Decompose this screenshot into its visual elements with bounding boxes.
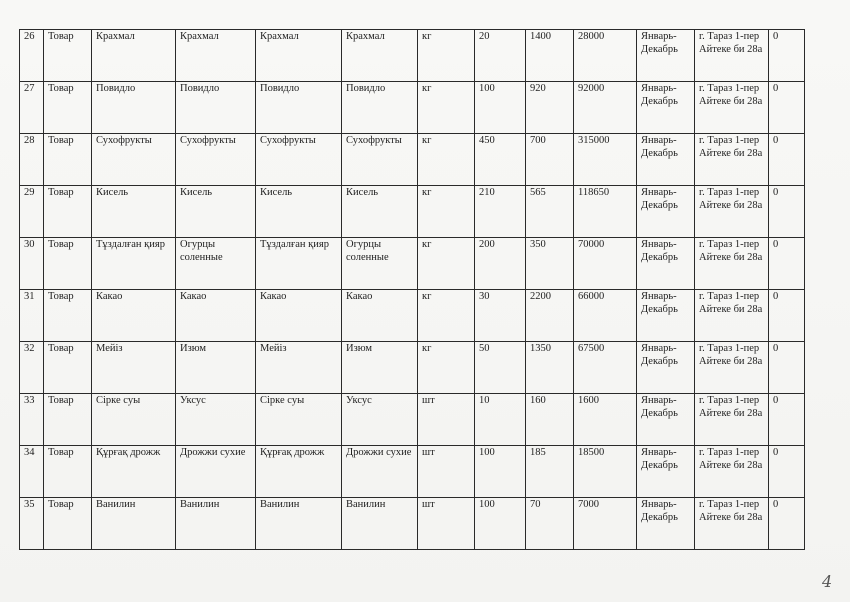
table-row	[20, 290, 805, 342]
unit-cell: кг	[418, 82, 475, 134]
delivery-period-cell: Январь-Декабрь	[637, 498, 695, 550]
table-row	[20, 134, 805, 186]
sum-cell: 70000	[574, 238, 637, 290]
name-kz-cell: Мейіз	[92, 342, 176, 394]
sum-cell: 1600	[574, 394, 637, 446]
short-description-kz-cell: Тұздалған қияр	[256, 238, 342, 290]
sum-cell: 28000	[574, 30, 637, 82]
item-type-cell: Товар	[44, 30, 92, 82]
name-kz-cell: Кисель	[92, 186, 176, 238]
item-type-cell: Товар	[44, 498, 92, 550]
price-cell: 1350	[526, 342, 574, 394]
name-ru-cell: Изюм	[176, 342, 256, 394]
delivery-period-cell: Январь-Декабрь	[637, 186, 695, 238]
advance-percent-cell: 0	[769, 30, 805, 82]
item-type-cell: Товар	[44, 342, 92, 394]
price-cell: 185	[526, 446, 574, 498]
name-kz-cell: Крахмал	[92, 30, 176, 82]
short-description-kz-cell: Какао	[256, 290, 342, 342]
row-number-cell: 30	[20, 238, 44, 290]
short-description-kz-cell: Крахмал	[256, 30, 342, 82]
sum-cell: 67500	[574, 342, 637, 394]
row-number-cell: 26	[20, 30, 44, 82]
delivery-address-cell: г. Тараз 1-пер Айтеке би 28а	[695, 238, 769, 290]
procurement-table	[19, 29, 805, 550]
quantity-cell: 200	[475, 238, 526, 290]
advance-percent-cell: 0	[769, 134, 805, 186]
table-row	[20, 498, 805, 550]
quantity-cell: 50	[475, 342, 526, 394]
sum-cell: 315000	[574, 134, 637, 186]
price-cell: 70	[526, 498, 574, 550]
row-number-cell: 34	[20, 446, 44, 498]
name-ru-cell: Огурцы соленные	[176, 238, 256, 290]
quantity-cell: 10	[475, 394, 526, 446]
advance-percent-cell: 0	[769, 394, 805, 446]
delivery-period-cell: Январь-Декабрь	[637, 446, 695, 498]
name-ru-cell: Крахмал	[176, 30, 256, 82]
quantity-cell: 100	[475, 82, 526, 134]
quantity-cell: 30	[475, 290, 526, 342]
item-type-cell: Товар	[44, 82, 92, 134]
name-ru-cell: Ванилин	[176, 498, 256, 550]
unit-cell: шт	[418, 394, 475, 446]
unit-cell: кг	[418, 186, 475, 238]
unit-cell: шт	[418, 446, 475, 498]
short-description-kz-cell: Сухофрукты	[256, 134, 342, 186]
delivery-period-cell: Январь-Декабрь	[637, 82, 695, 134]
advance-percent-cell: 0	[769, 186, 805, 238]
delivery-address-cell: г. Тараз 1-пер Айтеке би 28а	[695, 446, 769, 498]
table-row	[20, 238, 805, 290]
advance-percent-cell: 0	[769, 82, 805, 134]
item-type-cell: Товар	[44, 446, 92, 498]
unit-cell: кг	[418, 30, 475, 82]
short-description-ru-cell: Изюм	[342, 342, 418, 394]
short-description-kz-cell: Повидло	[256, 82, 342, 134]
row-number-cell: 32	[20, 342, 44, 394]
short-description-ru-cell: Крахмал	[342, 30, 418, 82]
page-number: 4	[822, 572, 833, 591]
name-ru-cell: Сухофрукты	[176, 134, 256, 186]
price-cell: 1400	[526, 30, 574, 82]
row-number-cell: 35	[20, 498, 44, 550]
unit-cell: кг	[418, 342, 475, 394]
unit-cell: шт	[418, 498, 475, 550]
sum-cell: 92000	[574, 82, 637, 134]
price-cell: 2200	[526, 290, 574, 342]
quantity-cell: 210	[475, 186, 526, 238]
name-kz-cell: Құрғақ дрожж	[92, 446, 176, 498]
item-type-cell: Товар	[44, 290, 92, 342]
advance-percent-cell: 0	[769, 446, 805, 498]
delivery-address-cell: г. Тараз 1-пер Айтеке би 28а	[695, 30, 769, 82]
sum-cell: 7000	[574, 498, 637, 550]
name-kz-cell: Ванилин	[92, 498, 176, 550]
name-ru-cell: Кисель	[176, 186, 256, 238]
advance-percent-cell: 0	[769, 342, 805, 394]
price-cell: 160	[526, 394, 574, 446]
delivery-period-cell: Январь-Декабрь	[637, 342, 695, 394]
sum-cell: 18500	[574, 446, 637, 498]
row-number-cell: 27	[20, 82, 44, 134]
short-description-ru-cell: Уксус	[342, 394, 418, 446]
advance-percent-cell: 0	[769, 290, 805, 342]
delivery-address-cell: г. Тараз 1-пер Айтеке би 28а	[695, 498, 769, 550]
price-cell: 565	[526, 186, 574, 238]
table-row	[20, 342, 805, 394]
short-description-kz-cell: Сірке суы	[256, 394, 342, 446]
item-type-cell: Товар	[44, 186, 92, 238]
sum-cell: 118650	[574, 186, 637, 238]
row-number-cell: 28	[20, 134, 44, 186]
delivery-period-cell: Январь-Декабрь	[637, 290, 695, 342]
delivery-address-cell: г. Тараз 1-пер Айтеке би 28а	[695, 186, 769, 238]
short-description-ru-cell: Какао	[342, 290, 418, 342]
delivery-address-cell: г. Тараз 1-пер Айтеке би 28а	[695, 342, 769, 394]
delivery-period-cell: Январь-Декабрь	[637, 238, 695, 290]
short-description-ru-cell: Ванилин	[342, 498, 418, 550]
price-cell: 350	[526, 238, 574, 290]
row-number-cell: 33	[20, 394, 44, 446]
unit-cell: кг	[418, 290, 475, 342]
row-number-cell: 31	[20, 290, 44, 342]
unit-cell: кг	[418, 238, 475, 290]
advance-percent-cell: 0	[769, 238, 805, 290]
name-kz-cell: Сірке суы	[92, 394, 176, 446]
advance-percent-cell: 0	[769, 498, 805, 550]
name-kz-cell: Тұздалған қияр	[92, 238, 176, 290]
short-description-ru-cell: Дрожжи сухие	[342, 446, 418, 498]
name-ru-cell: Какао	[176, 290, 256, 342]
sum-cell: 66000	[574, 290, 637, 342]
short-description-kz-cell: Құрғақ дрожж	[256, 446, 342, 498]
table-row	[20, 82, 805, 134]
name-kz-cell: Повидло	[92, 82, 176, 134]
table-row	[20, 394, 805, 446]
delivery-address-cell: г. Тараз 1-пер Айтеке би 28а	[695, 394, 769, 446]
delivery-address-cell: г. Тараз 1-пер Айтеке би 28а	[695, 134, 769, 186]
delivery-address-cell: г. Тараз 1-пер Айтеке би 28а	[695, 82, 769, 134]
unit-cell: кг	[418, 134, 475, 186]
name-ru-cell: Уксус	[176, 394, 256, 446]
name-ru-cell: Повидло	[176, 82, 256, 134]
quantity-cell: 100	[475, 498, 526, 550]
short-description-ru-cell: Повидло	[342, 82, 418, 134]
price-cell: 700	[526, 134, 574, 186]
name-ru-cell: Дрожжи сухие	[176, 446, 256, 498]
delivery-period-cell: Январь-Декабрь	[637, 30, 695, 82]
item-type-cell: Товар	[44, 134, 92, 186]
short-description-kz-cell: Ванилин	[256, 498, 342, 550]
short-description-ru-cell: Огурцы соленные	[342, 238, 418, 290]
delivery-period-cell: Январь-Декабрь	[637, 134, 695, 186]
quantity-cell: 100	[475, 446, 526, 498]
table-row	[20, 30, 805, 82]
row-number-cell: 29	[20, 186, 44, 238]
item-type-cell: Товар	[44, 394, 92, 446]
delivery-period-cell: Январь-Декабрь	[637, 394, 695, 446]
short-description-kz-cell: Мейіз	[256, 342, 342, 394]
table-row	[20, 446, 805, 498]
short-description-kz-cell: Кисель	[256, 186, 342, 238]
short-description-ru-cell: Сухофрукты	[342, 134, 418, 186]
item-type-cell: Товар	[44, 238, 92, 290]
name-kz-cell: Сухофрукты	[92, 134, 176, 186]
quantity-cell: 450	[475, 134, 526, 186]
price-cell: 920	[526, 82, 574, 134]
name-kz-cell: Какао	[92, 290, 176, 342]
delivery-address-cell: г. Тараз 1-пер Айтеке би 28а	[695, 290, 769, 342]
quantity-cell: 20	[475, 30, 526, 82]
table-row	[20, 186, 805, 238]
table-body	[20, 30, 805, 550]
short-description-ru-cell: Кисель	[342, 186, 418, 238]
